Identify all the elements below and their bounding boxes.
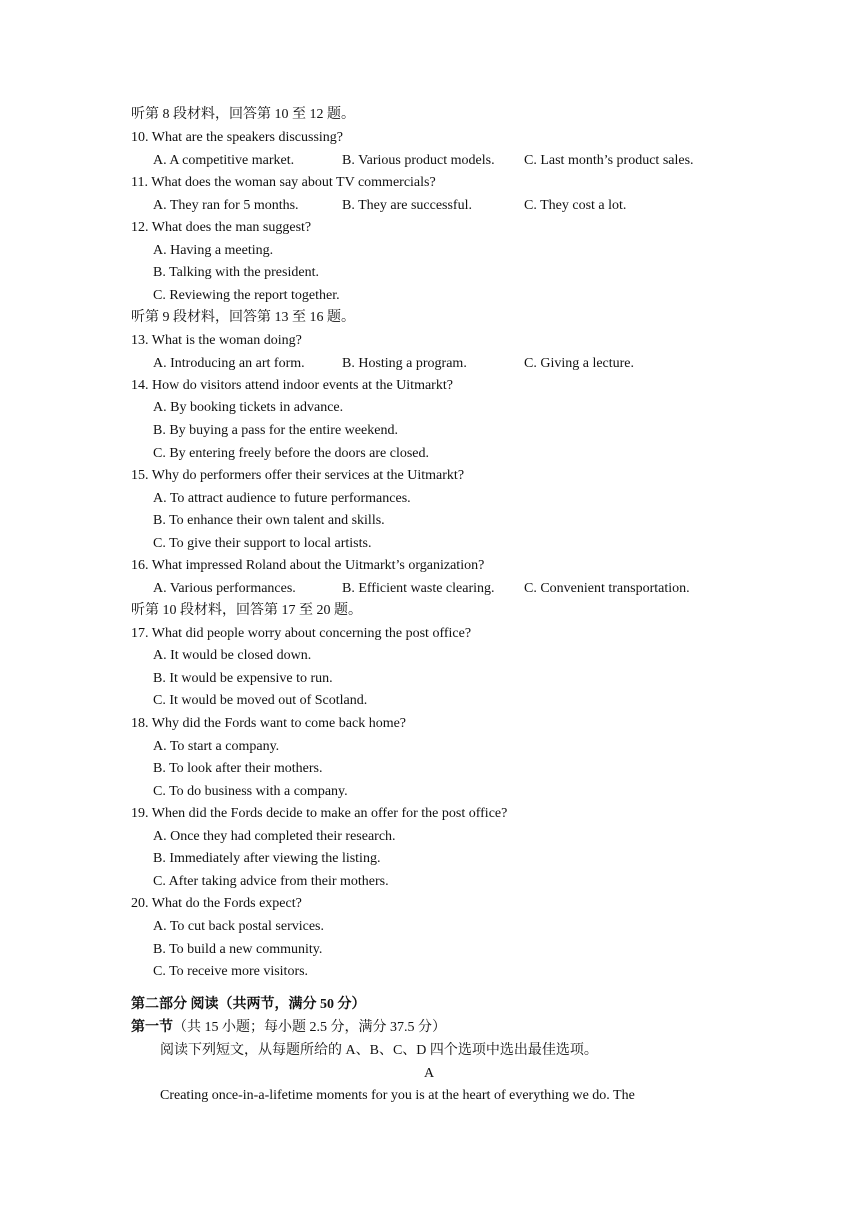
section-heading-9: 听第 9 段材料，回答第 13 至 16 题。 bbox=[131, 310, 355, 325]
section-heading-8: 听第 8 段材料，回答第 10 至 12 题。 bbox=[131, 107, 355, 122]
question-12: 12. What does the man suggest? bbox=[131, 220, 312, 235]
option-18-a: A. To start a company. bbox=[153, 739, 280, 754]
question-16: 16. What impressed Roland about the Uitmarkt’s organization? bbox=[131, 558, 485, 573]
section-one-scoring: （共 15 小题；每小题 2.5 分，满分 37.5 分） bbox=[173, 1020, 446, 1035]
option-16-a: A. Various performances. bbox=[153, 581, 296, 596]
part-two-heading: 第二部分 阅读（共两节，满分 50 分） bbox=[131, 997, 366, 1012]
option-17-b: B. It would be expensive to run. bbox=[153, 671, 333, 686]
option-18-c: C. To do business with a company. bbox=[153, 784, 348, 799]
option-14-b: B. By buying a pass for the entire weekend. bbox=[153, 423, 398, 438]
option-13-a: A. Introducing an art form. bbox=[153, 356, 305, 371]
option-15-b: B. To enhance their own talent and skills. bbox=[153, 513, 385, 528]
question-14: 14. How do visitors attend indoor events at the Uitmarkt? bbox=[131, 378, 453, 393]
option-12-b: B. Talking with the president. bbox=[153, 265, 319, 280]
option-20-c: C. To receive more visitors. bbox=[153, 964, 309, 979]
option-10-c: C. Last month’s product sales. bbox=[524, 153, 694, 168]
option-14-a: A. By booking tickets in advance. bbox=[153, 400, 344, 415]
option-10-a: A. A competitive market. bbox=[153, 153, 295, 168]
option-16-b: B. Efficient waste clearing. bbox=[342, 581, 495, 596]
question-19: 19. When did the Fords decide to make an offer for the post office? bbox=[131, 806, 508, 821]
option-13-c: C. Giving a lecture. bbox=[524, 356, 635, 371]
option-19-c: C. After taking advice from their mothers. bbox=[153, 874, 389, 889]
question-20: 20. What do the Fords expect? bbox=[131, 896, 302, 911]
option-18-b: B. To look after their mothers. bbox=[153, 761, 323, 776]
question-18: 18. Why did the Fords want to come back home? bbox=[131, 716, 407, 731]
question-10: 10. What are the speakers discussing? bbox=[131, 130, 344, 145]
option-11-b: B. They are successful. bbox=[342, 198, 472, 213]
reading-instruction: 阅读下列短文，从每题所给的 A、B、C、D 四个选项中选出最佳选项。 bbox=[160, 1043, 598, 1058]
question-17: 17. What did people worry about concerning the post office? bbox=[131, 626, 472, 641]
section-heading-10: 听第 10 段材料，回答第 17 至 20 题。 bbox=[131, 603, 362, 618]
option-19-b: B. Immediately after viewing the listing. bbox=[153, 851, 381, 866]
passage-label: A bbox=[424, 1066, 435, 1081]
option-12-c: C. Reviewing the report together. bbox=[153, 288, 340, 303]
section-one-label: 第一节 bbox=[131, 1020, 173, 1035]
option-17-c: C. It would be moved out of Scotland. bbox=[153, 693, 368, 708]
option-13-b: B. Hosting a program. bbox=[342, 356, 467, 371]
section-one-heading bbox=[131, 1019, 446, 1037]
option-16-c: C. Convenient transportation. bbox=[524, 581, 690, 596]
option-20-a: A. To cut back postal services. bbox=[153, 919, 324, 934]
option-11-a: A. They ran for 5 months. bbox=[153, 198, 299, 213]
option-15-a: A. To attract audience to future performances. bbox=[153, 491, 411, 506]
option-20-b: B. To build a new community. bbox=[153, 942, 323, 957]
question-15: 15. Why do performers offer their services at the Uitmarkt? bbox=[131, 468, 465, 483]
option-15-c: C. To give their support to local artists. bbox=[153, 536, 372, 551]
passage-text: Creating once-in-a-lifetime moments for you is at the heart of everything we do. The bbox=[160, 1088, 635, 1103]
question-13: 13. What is the woman doing? bbox=[131, 333, 302, 348]
option-12-a: A. Having a meeting. bbox=[153, 243, 274, 258]
option-19-a: A. Once they had completed their research. bbox=[153, 829, 396, 844]
question-11: 11. What does the woman say about TV commercials? bbox=[131, 175, 436, 190]
option-10-b: B. Various product models. bbox=[342, 153, 495, 168]
option-11-c: C. They cost a lot. bbox=[524, 198, 627, 213]
option-17-a: A. It would be closed down. bbox=[153, 648, 312, 663]
option-14-c: C. By entering freely before the doors are closed. bbox=[153, 446, 430, 461]
